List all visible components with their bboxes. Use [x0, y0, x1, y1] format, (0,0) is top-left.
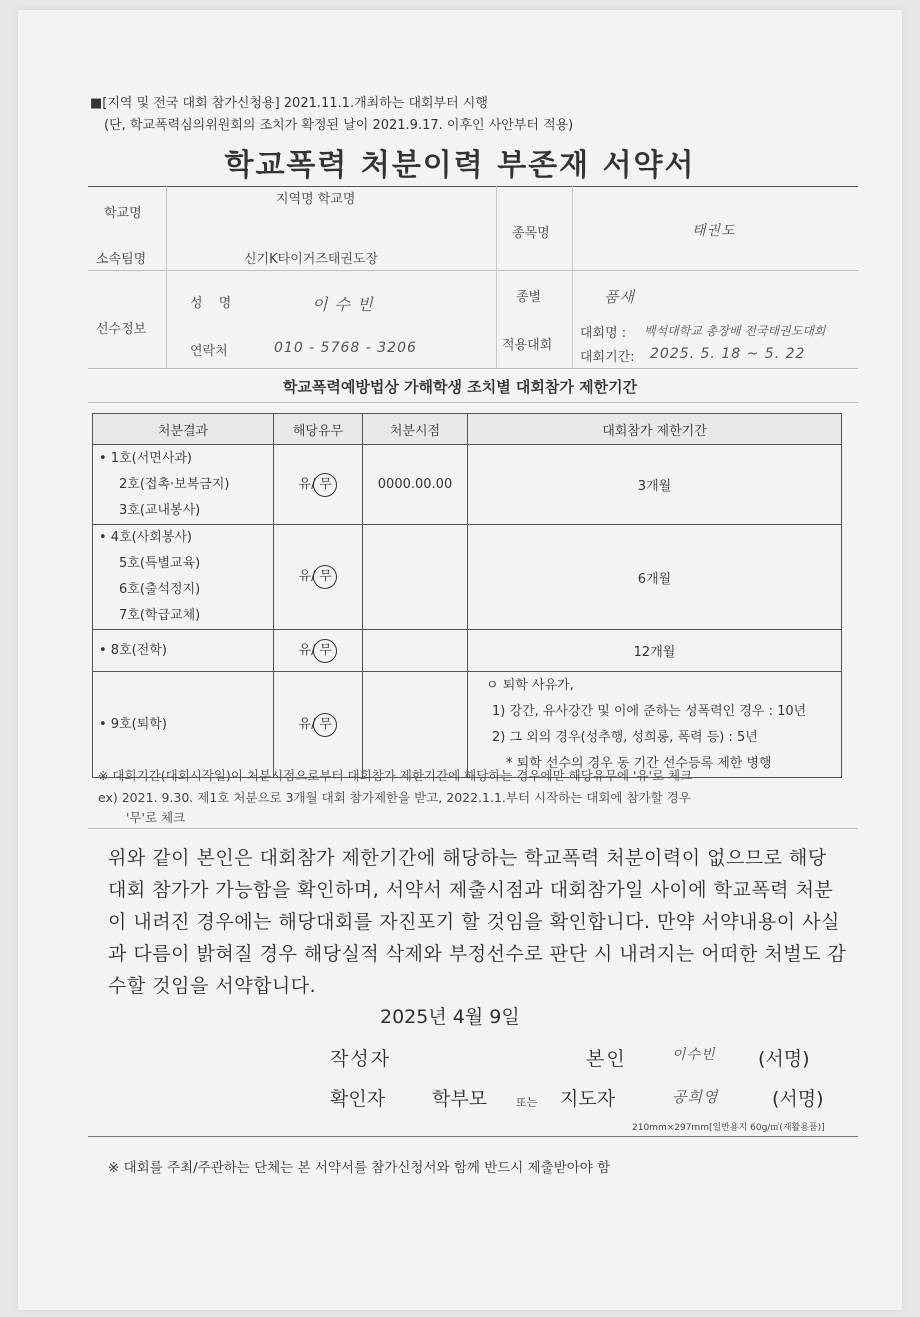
table-row [93, 445, 842, 525]
restriction-period: 12개월 [468, 630, 842, 672]
disposition-cell [93, 525, 274, 630]
info-col-divider-3 [572, 186, 573, 368]
or-label: 또는 [516, 1096, 538, 1109]
disposition-item: • 4호(사회봉사) [99, 530, 193, 545]
restriction-table-title: 학교폭력예방법상 가해학생 조치별 대회참가 제한기간 [282, 378, 638, 396]
parent-label: 학부모 [432, 1088, 488, 1110]
yes-option: 유/ [298, 476, 316, 492]
document-title: 학교폭력 처분이력 부존재 서약서 [224, 148, 696, 183]
school-name-label: 학교명 [104, 206, 142, 221]
no-option-circled: 무 [313, 713, 337, 737]
footer-note: ※ 대회를 주최/주관하는 단체는 본 서약서를 참가신청서와 함께 반드시 제출받아야 함 [108, 1160, 611, 1176]
info-divider [88, 270, 858, 271]
author-label: 작성자 [330, 1048, 392, 1070]
notes-underline [88, 828, 858, 829]
event-label: 종목명 [512, 226, 550, 241]
applicability-cell [274, 525, 363, 630]
contact-value: 010 - 5768 - 3206 [274, 340, 417, 356]
competition-name-label: 대회명 : [580, 326, 627, 341]
column-header: 대회참가 제한기간 [468, 414, 842, 445]
table-row [93, 672, 842, 778]
disposition-item: • 8호(전학) [99, 642, 167, 658]
signature-label: (서명) [758, 1048, 810, 1070]
yes-option: 유/ [298, 642, 316, 658]
column-header: 처분시점 [363, 414, 468, 445]
table-row [93, 630, 842, 672]
yes-option: 유/ [298, 716, 316, 732]
pledge-text: 위와 같이 본인은 대회참가 제한기간에 해당하는 학교폭력 처분이력이 없으므로 해당 대회 참가가 가능함을 확인하며, 서약서 제출시점과 대회참가일 사이에 학교폭력 처분이 내려진 경우에는 해당대회를 자진포기 할 것임을 확인합니다. 만약 서약내용이 사실과 다름이 밝혀질 경우 해당실적 삭제와 부정선수로 판단 시 내려지는 어떠한 처벌도 감수할 것임을 서약합니다. [108, 847, 847, 997]
confirmer-label: 확인자 [330, 1088, 386, 1110]
signature-block-bottom [88, 1136, 858, 1137]
coach-name: 공희영 [672, 1088, 719, 1106]
no-option-circled: 무 [313, 473, 337, 497]
disposition-item: 2호(접촉·보복금지) [119, 476, 230, 492]
disposition-date: 0000.00.00 [363, 445, 468, 525]
event-value: 태권도 [692, 223, 736, 239]
team-name-value: 신기K타이거즈태권도장 [244, 252, 379, 267]
self-name: 이수빈 [672, 1047, 716, 1063]
name-label: 성 명 [190, 296, 238, 311]
disposition-item: • 9호(퇴학) [99, 716, 167, 732]
expulsion-rule: 1) 강간, 유사강간 및 이에 준하는 성폭력인 경우 : 10년 [492, 703, 807, 719]
competition-name-value: 백석대학교 총장배 전국태권도대회 [644, 324, 826, 338]
applicability-cell [274, 445, 363, 525]
table-note-3: '무'로 체크 [126, 810, 186, 825]
restriction-period: 6개월 [468, 525, 842, 630]
disposition-item: 3호(교내봉사) [119, 502, 201, 518]
yes-option: 유/ [298, 569, 316, 584]
competition-period-label: 대회기간: [580, 350, 635, 365]
disposition-date [363, 525, 468, 630]
self-label: 본인 [586, 1048, 627, 1070]
info-col-divider [166, 186, 167, 368]
column-header: 처분결과 [93, 414, 274, 445]
disposition-cell [93, 445, 274, 525]
category-value: 품새 [604, 288, 635, 306]
applicability-cell [274, 630, 363, 672]
player-info-label: 선수정보 [96, 322, 147, 337]
competition-label: 적용대회 [502, 338, 553, 353]
coach-label: 지도자 [560, 1088, 616, 1110]
disposition-item: • 1호(서면사과) [99, 450, 193, 466]
header-note-1: ■[지역 및 전국 대회 참가신청용] 2021.11.1.개최하는 대회부터 시행 [90, 96, 488, 111]
pledge-date: 2025년 4월 9일 [380, 1006, 520, 1028]
signature-label: (서명) [772, 1088, 824, 1110]
expulsion-rules [468, 672, 842, 778]
expulsion-rule: ㅇ 퇴학 사유가, [486, 677, 574, 693]
table-header-row [93, 414, 842, 445]
column-header: 해당유무 [274, 414, 363, 445]
expulsion-rule: 2) 그 외의 경우(성추행, 성희롱, 폭력 등) : 5년 [492, 729, 758, 745]
paper-spec: 210mm×297mm[일반용지 60g/㎡(재활용품)] [632, 1123, 825, 1133]
team-name-label: 소속팀명 [96, 252, 147, 267]
restriction-table [92, 413, 842, 778]
restriction-period: 3개월 [468, 445, 842, 525]
disposition-item: 6호(출석정지) [119, 582, 201, 597]
header-note-2: (단, 학교폭력심의위원회의 조치가 확정된 날이 2021.9.17. 이후인 사안부터 적용) [104, 118, 574, 133]
table-note-1: ※ 대회기간(대회시작일)이 처분시점으로부터 대회참가 제한기간에 해당하는 경우에만 해당유무에 '유'로 체크 [98, 768, 693, 783]
table-note-2: ex) 2021. 9.30. 제1호 처분으로 3개월 대회 참가제한을 받고, 2022.1.1.부터 시작하는 대회에 참가할 경우 [98, 790, 691, 805]
subtitle-underline [88, 402, 858, 403]
info-bottom-border [88, 368, 858, 369]
applicability-cell [274, 672, 363, 778]
category-label: 종별 [516, 290, 542, 305]
table-row [93, 525, 842, 630]
info-top-border [88, 186, 858, 187]
disposition-cell [93, 630, 274, 672]
disposition-date [363, 630, 468, 672]
no-option-circled: 무 [313, 639, 337, 663]
name-value: 이 수 빈 [312, 295, 374, 314]
school-name-value: 지역명 학교명 [276, 192, 356, 207]
contact-label: 연락처 [190, 344, 228, 359]
disposition-date [363, 672, 468, 778]
info-col-divider-2 [496, 186, 497, 368]
no-option-circled: 무 [313, 565, 337, 589]
expulsion-rule: * 퇴학 선수의 경우 동 기간 선수등록 제한 병행 [506, 755, 772, 771]
disposition-item: 5호(특별교육) [119, 556, 201, 571]
competition-period-value: 2025. 5. 18 ~ 5. 22 [650, 346, 806, 362]
disposition-item: 7호(학급교체) [119, 608, 201, 623]
disposition-cell [93, 672, 274, 778]
